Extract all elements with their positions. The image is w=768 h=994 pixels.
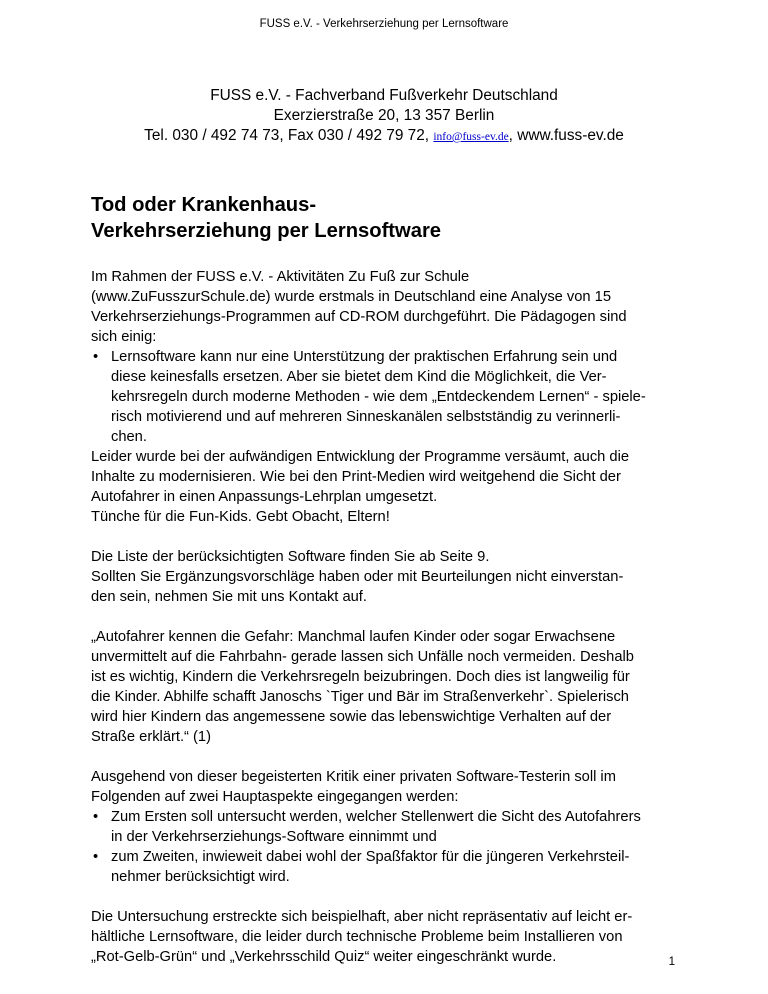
text-line: den sein, nehmen Sie mit uns Kontakt auf. <box>91 589 367 605</box>
text-line: die Kinder. Abhilfe schafft Janoschs `Tiger und Bär im Straßenverkehr`. Spielerisch <box>91 689 629 705</box>
text-line: Zum Ersten soll untersucht werden, welcher Stellenwert die Sicht des Autofahrers <box>111 809 641 825</box>
text-line: in der Verkehrserziehungs-Software einnimmt und <box>111 829 437 845</box>
text-line: (www.ZuFusszurSchule.de) wurde erstmals in Deutschland eine Analyse von 15 <box>91 289 612 305</box>
text-line: kehrsregeln durch moderne Methoden - wie dem „Entdeckendem Lernen“ - spiele- <box>111 389 646 405</box>
intro-bullet-list <box>91 347 677 447</box>
text-line: risch motivierend und auf mehreren Sinneskanälen selbstständig zu verinnerli- <box>111 409 621 425</box>
text-line: unvermittelt auf die Fahrbahn- gerade lassen sich Unfälle noch vermeiden. Deshalb <box>91 649 634 665</box>
list-item <box>91 847 677 887</box>
website-text: , www.fuss-ev.de <box>508 127 624 144</box>
letterhead-address: Exerzierstraße 20, 13 357 Berlin <box>273 107 495 124</box>
document-title <box>91 192 677 244</box>
aspects-bullet-list <box>91 807 677 887</box>
letterhead-contact <box>0 126 768 147</box>
paragraph-gap <box>91 607 677 627</box>
text-line: chen. <box>111 429 147 445</box>
list-item <box>91 347 677 447</box>
paragraph-gap <box>91 887 677 907</box>
text-line: Die Untersuchung erstreckte sich beispielhaft, aber nicht repräsentativ auf leicht er- <box>91 909 633 925</box>
paragraph-gap <box>91 747 677 767</box>
aspects-paragraph <box>91 767 677 807</box>
running-header: FUSS e.V. - Verkehrserziehung per Lernsoftware <box>259 18 509 30</box>
text-line: Inhalte zu modernisieren. Wie bei den Print-Medien wird weitgehend die Sicht der <box>91 469 621 485</box>
text-line: Die Liste der berücksichtigten Software finden Sie ab Seite 9. <box>91 549 490 565</box>
text-line: Lernsoftware kann nur eine Unterstützung der praktischen Erfahrung sein und <box>111 349 618 365</box>
text-line: wird hier Kindern das angemessene sowie das lebenswichtige Verhalten auf der <box>91 709 612 725</box>
text-line: zum Zweiten, inwieweit dabei wohl der Spaßfaktor für die jüngeren Verkehrsteil- <box>111 849 630 865</box>
text-line: Ausgehend von dieser begeisterten Kritik einer privaten Software-Testerin soll im <box>91 769 616 785</box>
page-number: 1 <box>668 956 675 968</box>
text-line: Im Rahmen der FUSS e.V. - Aktivitäten Zu Fuß zur Schule <box>91 269 470 285</box>
text-line: Straße erklärt.“ (1) <box>91 729 211 745</box>
quote-paragraph <box>91 627 677 747</box>
text-line: Sollten Sie Ergänzungsvorschläge haben oder mit Beurteilungen nicht einverstan- <box>91 569 624 585</box>
aspects-section <box>91 767 677 887</box>
bullet-icon: • <box>93 809 99 825</box>
bullet-icon: • <box>93 349 99 365</box>
email-link[interactable]: info@fuss-ev.de <box>433 131 509 143</box>
title-line-1: Tod oder Krankenhaus- <box>91 194 317 216</box>
intro-paragraph <box>91 267 677 347</box>
text-line: hältliche Lernsoftware, die leider durch technische Probleme beim Installieren von <box>91 929 623 945</box>
letterhead <box>0 86 768 147</box>
text-line: nehmer berücksichtigt wird. <box>111 869 290 885</box>
text-line: Folgenden auf zwei Hauptaspekte eingegangen werden: <box>91 789 459 805</box>
list-item <box>91 807 677 847</box>
text-line: „Autofahrer kennen die Gefahr: Manchmal laufen Kinder oder sogar Erwachsene <box>91 629 616 645</box>
study-paragraph <box>91 907 677 967</box>
paragraph-gap <box>91 527 677 547</box>
software-list-paragraph <box>91 547 677 607</box>
text-line: Leider wurde bei der aufwändigen Entwicklung der Programme versäumt, auch die <box>91 449 630 465</box>
document-body <box>91 192 677 967</box>
text-line: Tünche für die Fun-Kids. Gebt Obacht, Eltern! <box>91 509 390 525</box>
intro-section <box>91 267 677 527</box>
text-line: sich einig: <box>91 329 157 345</box>
letterhead-phone-fax: Tel. 030 / 492 74 73, Fax 030 / 492 79 72, <box>144 127 430 144</box>
text-line: Verkehrserziehungs-Programmen auf CD-ROM durchgeführt. Die Pädagogen sind <box>91 309 627 325</box>
text-line: Autofahrer in einen Anpassungs-Lehrplan umgesetzt. <box>91 489 438 505</box>
text-line: ist es wichtig, Kindern die Verkehrsregeln beizubringen. Doch dies ist langweilig für <box>91 669 630 685</box>
title-line-2: Verkehrserziehung per Lernsoftware <box>91 220 442 242</box>
text-line: „Rot-Gelb-Grün“ und „Verkehrsschild Quiz“ weiter eingeschränkt wurde. <box>91 949 557 965</box>
text-line: diese keinesfalls ersetzen. Aber sie bietet dem Kind die Möglichkeit, die Ver- <box>111 369 607 385</box>
letterhead-org: FUSS e.V. - Fachverband Fußverkehr Deutschland <box>210 87 558 104</box>
intro-followup-paragraph <box>91 447 677 527</box>
bullet-icon: • <box>93 849 99 865</box>
